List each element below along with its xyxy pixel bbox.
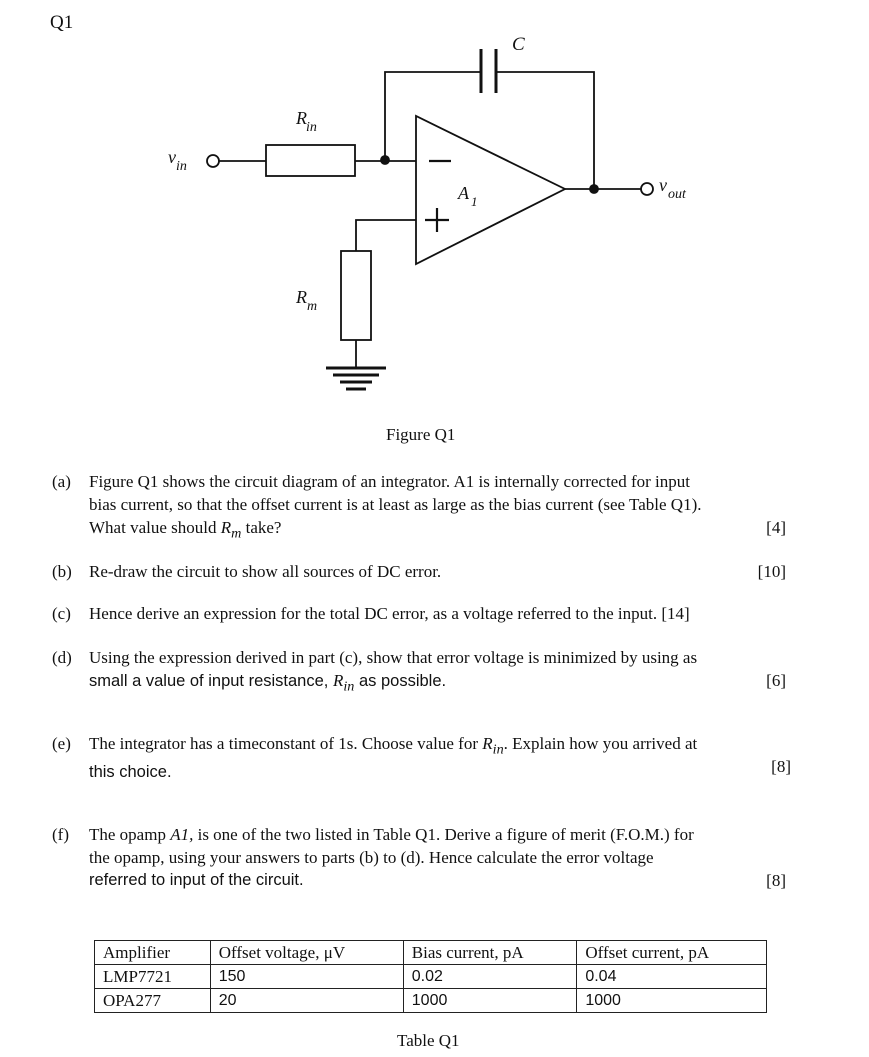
part-e-line-2: this choice.	[89, 763, 172, 782]
rm-label-sub: m	[307, 299, 318, 314]
part-f-line-3: referred to input of the circuit.	[89, 871, 304, 889]
part-d-line-2	[89, 669, 804, 698]
capacitor-label: C	[512, 34, 525, 55]
part-d-marks: [6]	[766, 671, 786, 690]
table-caption: Table Q1	[397, 1031, 460, 1050]
opamp-label: A	[458, 183, 469, 203]
ground-icon	[326, 368, 386, 389]
table-cell: 0.02	[403, 965, 577, 989]
question-part-a	[52, 470, 804, 542]
rin-variable-sub: in	[492, 741, 504, 758]
noninverting-wire	[356, 220, 416, 251]
part-f-marks: [8]	[766, 871, 786, 890]
part-d-line-2-text: small a value of input resistance,	[89, 672, 333, 690]
table-cell: 20	[210, 989, 403, 1013]
vin-label-sub: in	[176, 159, 187, 174]
amplifier-spec-table	[94, 940, 767, 1013]
table-cell: LMP7721	[95, 965, 211, 989]
part-label: (e)	[52, 734, 71, 753]
part-f-line-2: the opamp, using your answers to parts (b) to (d). Hence calculate the error voltage	[89, 848, 654, 867]
rm-variable-sub: m	[231, 525, 242, 542]
part-a-line-3-text: What value should	[89, 518, 221, 537]
vin-label: v	[168, 147, 176, 167]
part-label: (c)	[52, 604, 71, 623]
part-e-line-1-end: . Explain how you arrived at	[503, 734, 698, 753]
part-label: (d)	[52, 648, 72, 667]
table-header-cell: Amplifier	[95, 941, 211, 965]
table-header-cell: Offset voltage, μV	[210, 941, 403, 965]
table-cell: 0.04	[577, 965, 767, 989]
question-part-b	[52, 560, 804, 584]
part-a-line-3-end: take?	[241, 518, 282, 537]
part-c-text: Hence derive an expression for the total DC error, as a voltage referred to the input. [14]	[89, 604, 690, 623]
part-d-line-1: Using the expression derived in part (c), show that error voltage is minimized by using as	[89, 648, 698, 667]
part-b-text: Re-draw the circuit to show all sources of DC error.	[89, 562, 442, 581]
junction-node-output	[590, 185, 598, 193]
table-row	[95, 989, 767, 1013]
table-header-row	[95, 941, 767, 965]
table-cell: 1000	[403, 989, 577, 1013]
part-b-marks: [10]	[757, 562, 786, 581]
part-a-line-2: bias current, so that the offset current is at least as large as the bias current (see Table Q1).	[89, 495, 702, 514]
part-e-line-1	[89, 732, 804, 761]
rm-resistor	[341, 251, 371, 340]
rin-resistor	[266, 145, 355, 176]
integrator-circuit-diagram	[0, 0, 869, 420]
table-header-cell: Bias current, pA	[403, 941, 577, 965]
part-d-line-2-end: as possible.	[354, 672, 447, 690]
table-row	[95, 965, 767, 989]
table-cell: 1000	[577, 989, 767, 1013]
question-number: Q1	[50, 12, 74, 33]
opamp-name: A1,	[170, 825, 194, 844]
rin-label-sub: in	[306, 120, 317, 135]
rm-label: R	[296, 287, 307, 307]
vout-terminal	[641, 183, 653, 195]
part-a-line-1: Figure Q1 shows the circuit diagram of an integrator. A1 is internally corrected for input	[89, 472, 690, 491]
rin-variable: R	[482, 734, 493, 753]
part-a-line-3	[89, 516, 804, 545]
vout-label: v	[659, 175, 667, 195]
vout-label-sub: out	[668, 187, 686, 202]
opamp-label-sub: 1	[471, 194, 478, 209]
question-part-e	[52, 732, 804, 780]
figure-caption: Figure Q1	[386, 425, 456, 444]
part-e-line-1-text: The integrator has a timeconstant of 1s. Choose value for	[89, 734, 483, 753]
table-cell: OPA277	[95, 989, 211, 1013]
rin-variable-sub: in	[343, 678, 355, 695]
part-e-marks: [8]	[771, 757, 791, 776]
table-header-cell: Offset current, pA	[577, 941, 767, 965]
part-label: (a)	[52, 472, 71, 491]
part-a-marks: [4]	[766, 518, 786, 537]
junction-node-inverting	[381, 156, 389, 164]
rin-label: R	[296, 108, 307, 128]
part-f-line-1-text: The opamp	[89, 825, 171, 844]
vin-terminal	[207, 155, 219, 167]
rin-variable: R	[332, 671, 344, 690]
part-label: (b)	[52, 562, 72, 581]
question-part-c	[52, 602, 804, 626]
part-label: (f)	[52, 825, 69, 844]
question-part-d	[52, 646, 804, 694]
table-cell: 150	[210, 965, 403, 989]
part-f-line-1	[89, 823, 804, 846]
question-part-f	[52, 823, 804, 895]
opamp-triangle	[416, 116, 565, 264]
part-f-line-1-end: is one of the two listed in Table Q1. Derive a figure of merit (F.O.M.) for	[193, 825, 694, 844]
rm-variable: R	[220, 518, 232, 537]
